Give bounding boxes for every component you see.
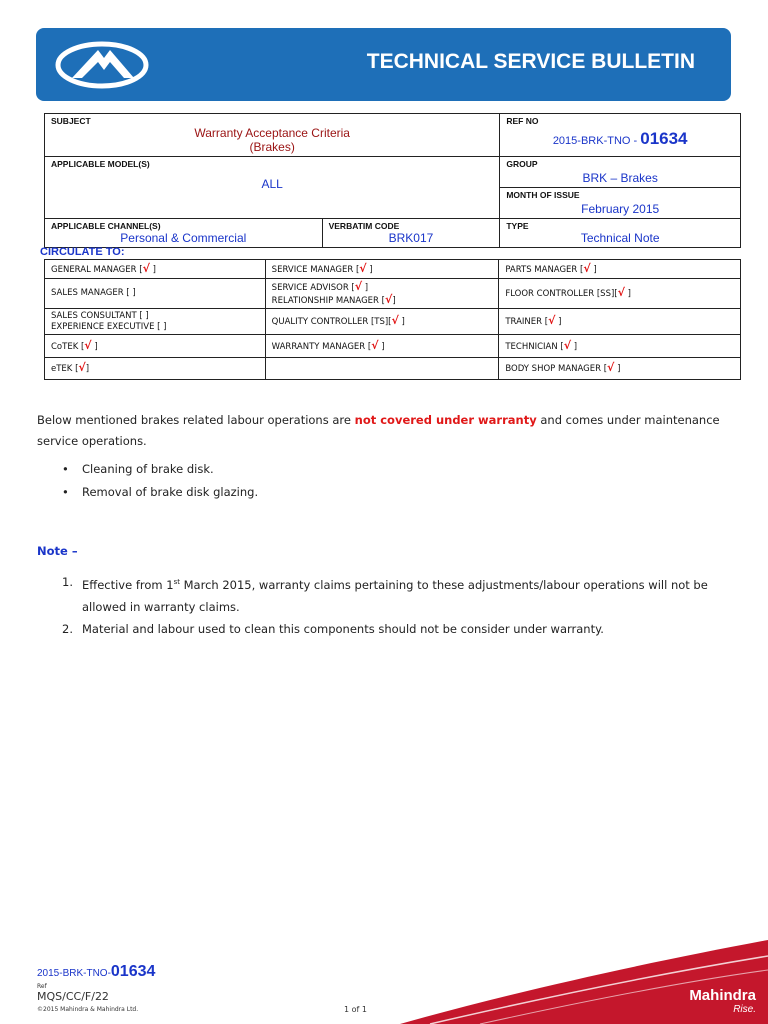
circ-technician: TECHNICIAN [√ ] — [499, 335, 741, 358]
list-item: • Removal of brake disk glazing. — [62, 485, 259, 499]
bullet-icon: • — [62, 485, 69, 499]
circulate-heading: CIRCULATE TO: — [40, 246, 125, 258]
tick-icon: √ — [617, 286, 625, 299]
mahindra-logo-icon — [54, 40, 150, 90]
circ-general-manager: GENERAL MANAGER [√ ] — [45, 260, 266, 279]
type-cell — [500, 219, 741, 248]
ref-label: REF NO — [506, 116, 539, 126]
group-value: BRK – Brakes — [582, 171, 658, 185]
note-item: 2. Material and labour used to clean this components should not be consider under warranty. — [62, 621, 604, 636]
verbatim-value: BRK017 — [388, 231, 434, 245]
note-label: Note – — [37, 544, 78, 558]
month-label: MONTH OF ISSUE — [506, 190, 580, 200]
brand-mark — [689, 988, 756, 1015]
group-label: GROUP — [506, 159, 538, 169]
tick-icon: √ — [371, 338, 379, 352]
channel-value: Personal & Commercial — [120, 231, 247, 245]
page-title: TECHNICAL SERVICE BULLETIN — [366, 50, 695, 73]
footer-copyright: ©2015 Mahindra & Mahindra Ltd. — [37, 1006, 139, 1013]
circ-warranty-manager: WARRANTY MANAGER [√ ] — [265, 335, 499, 358]
brand-name: Mahindra — [689, 987, 756, 1004]
bullet-icon: • — [62, 462, 69, 476]
tick-icon: √ — [583, 261, 591, 275]
month-cell — [500, 188, 741, 219]
header-band — [36, 28, 731, 101]
circ-service-manager: SERVICE MANAGER [√ ] — [265, 260, 499, 279]
warranty-highlight: not covered under warranty — [354, 413, 537, 427]
verbatim-cell — [322, 219, 500, 248]
ref-number: 01634 — [640, 129, 688, 148]
circ-service-advisor: SERVICE ADVISOR [√ ] RELATIONSHIP MANAGER [√] — [265, 279, 499, 309]
subject-cell — [45, 114, 500, 157]
subject-line-2: (Brakes) — [249, 140, 295, 154]
tick-icon: √ — [384, 292, 393, 306]
circ-empty-cell — [265, 358, 499, 380]
footer-ref-word: Ref — [37, 983, 47, 990]
circ-quality-controller: QUALITY CONTROLLER [TS][√ ] — [265, 309, 499, 335]
circ-trainer: TRAINER [√ ] — [499, 309, 741, 335]
circ-parts-manager: PARTS MANAGER [√ ] — [499, 260, 741, 279]
intro-paragraph: Below mentioned brakes related labour operations are not covered under warranty and comes under maintenance service operations. — [37, 413, 720, 448]
tick-icon: √ — [563, 338, 572, 352]
circ-etek: eTEK [√] — [45, 358, 266, 380]
tick-icon: √ — [78, 361, 86, 374]
subject-label: SUBJECT — [51, 116, 91, 126]
circ-cotek: CoTEK [√ ] — [45, 335, 266, 358]
models-cell — [45, 157, 500, 219]
tick-icon: √ — [84, 338, 92, 352]
brand-tagline: Rise. — [733, 1004, 756, 1015]
models-label: APPLICABLE MODEL(S) — [51, 159, 150, 169]
page-number: 1 of 1 — [344, 1005, 367, 1014]
models-value: ALL — [261, 177, 283, 191]
tick-icon: √ — [354, 279, 363, 293]
verbatim-label: VERBATIM CODE — [328, 221, 400, 231]
circ-sales-manager: SALES MANAGER [ ] — [45, 279, 266, 309]
group-cell — [500, 157, 741, 188]
footer-ref: 2015-BRK-TNO-01634 — [37, 963, 156, 980]
bulletin-meta-table — [44, 113, 741, 248]
tick-icon: √ — [142, 261, 150, 275]
tick-icon: √ — [607, 361, 615, 374]
subject-line-1: Warranty Acceptance Criteria — [194, 126, 350, 140]
notes-list — [62, 571, 732, 640]
month-value: February 2015 — [581, 202, 660, 216]
type-label: TYPE — [506, 221, 529, 231]
channel-cell — [45, 219, 323, 248]
tick-icon: √ — [391, 314, 399, 327]
list-item: • Cleaning of brake disk. — [62, 462, 214, 476]
type-value: Technical Note — [580, 231, 660, 245]
note-item: 1. Effective from 1st March 2015, warranty claims pertaining to these adjustments/labour operations will not be allowed in warranty claims. — [62, 575, 708, 614]
channel-label: APPLICABLE CHANNEL(S) — [51, 221, 161, 231]
ref-cell — [500, 114, 741, 157]
ref-prefix: 2015-BRK-TNO - — [552, 135, 641, 147]
circ-floor-controller: FLOOR CONTROLLER [SS][√ ] — [499, 279, 741, 309]
bullet-list — [62, 462, 258, 508]
circ-body-shop-manager: BODY SHOP MANAGER [√ ] — [499, 358, 741, 380]
ref-value — [506, 129, 734, 149]
footer-form-code: MQS/CC/F/22 — [37, 990, 109, 1003]
circ-sales-consultant: SALES CONSULTANT [ ] EXPERIENCE EXECUTIVE [ ] — [45, 309, 266, 335]
circulate-table — [44, 259, 741, 380]
tick-icon: √ — [359, 261, 367, 275]
tick-icon: √ — [548, 314, 556, 327]
